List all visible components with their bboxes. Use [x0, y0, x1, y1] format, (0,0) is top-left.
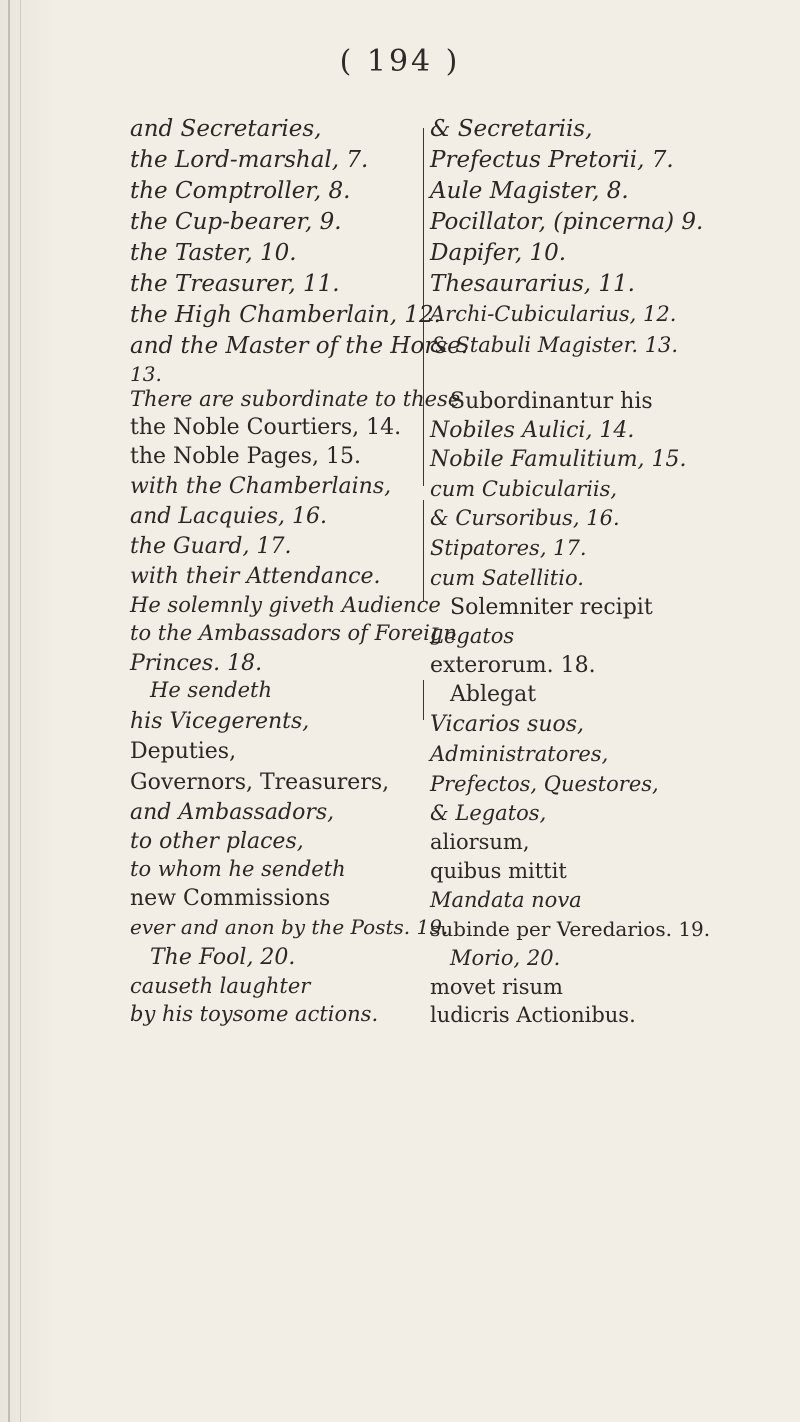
latin-line: Ablegat	[450, 682, 537, 707]
english-line: Governors, Treasurers,	[130, 770, 390, 795]
english-line: He solemnly giveth Audience	[130, 593, 441, 617]
latin-line: Pocillator, (pincerna) 9.	[430, 209, 704, 235]
latin-line: Nobiles Aulici, 14.	[430, 418, 635, 443]
latin-line: exterorum. 18.	[430, 653, 596, 678]
english-line: and Secretaries,	[130, 116, 322, 142]
latin-line: Thesaurarius, 11.	[430, 271, 635, 297]
latin-line: quibus mittit	[430, 859, 567, 883]
english-line: with the Chamberlains,	[130, 474, 392, 499]
page-number: ( 194 )	[339, 44, 461, 79]
latin-line: Morio, 20.	[450, 946, 561, 970]
latin-line: Administratores,	[430, 742, 609, 766]
latin-line: & Secretariis,	[430, 116, 593, 142]
english-line: 13.	[130, 362, 162, 386]
latin-line: & Legatos,	[430, 801, 547, 825]
latin-line: Prefectus Pretorii, 7.	[430, 147, 674, 173]
column-divider-middle	[423, 500, 424, 602]
english-line: the Noble Pages, 15.	[130, 444, 361, 469]
latin-line: cum Satellitio.	[430, 566, 584, 590]
english-line: to other places,	[130, 829, 304, 854]
latin-line: cum Cubiculariis,	[430, 477, 618, 501]
english-line: the High Chamberlain, 12.	[130, 302, 441, 328]
english-line: He sendeth	[150, 678, 272, 702]
english-line: and Lacquies, 16.	[130, 504, 327, 529]
english-line: new Commissions	[130, 886, 331, 911]
latin-line: Aule Magister, 8.	[430, 178, 629, 204]
latin-line: aliorsum,	[430, 830, 530, 854]
latin-line: Legatos	[430, 624, 515, 648]
english-line: by his toysome actions.	[130, 1002, 379, 1026]
english-line: the Taster, 10.	[130, 240, 297, 266]
english-line: to whom he sendeth	[130, 857, 346, 881]
english-line: The Fool, 20.	[150, 945, 296, 970]
english-line: the Noble Courtiers, 14.	[130, 415, 402, 440]
binding-line-inner	[20, 0, 21, 1422]
binding-line	[8, 0, 10, 1422]
latin-line: & Stabuli Magister. 13.	[430, 333, 679, 357]
english-line: the Guard, 17.	[130, 534, 292, 559]
latin-line: & Cursoribus, 16.	[430, 506, 620, 530]
latin-line: subinde per Veredarios. 19.	[430, 917, 711, 941]
latin-line: Stipatores, 17.	[430, 536, 587, 560]
english-line: and Ambassadors,	[130, 800, 335, 825]
latin-line: Archi-Cubicularius, 12.	[430, 302, 677, 326]
english-line: There are subordinate to these	[130, 387, 461, 411]
latin-line: Mandata nova	[430, 888, 582, 912]
english-line: Deputies,	[130, 739, 237, 764]
latin-line: Dapifer, 10.	[430, 240, 567, 266]
latin-line: movet risum	[430, 975, 563, 999]
english-line: ever and anon by the Posts. 19.	[130, 915, 449, 939]
latin-line: Prefectos, Questores,	[430, 772, 659, 796]
latin-line: Solemniter recipit	[450, 595, 653, 620]
latin-line: ludicris Actionibus.	[430, 1003, 636, 1027]
column-divider-lower	[423, 680, 424, 720]
english-line: the Comptroller, 8.	[130, 178, 351, 204]
english-line: the Cup-bearer, 9.	[130, 209, 342, 235]
english-line: the Lord-marshal, 7.	[130, 147, 369, 173]
english-line: to the Ambassadors of Foreign	[130, 621, 457, 645]
english-line: causeth laughter	[130, 974, 311, 998]
english-line: and the Master of the Horse.	[130, 333, 469, 359]
latin-line: Vicarios suos,	[430, 712, 585, 737]
english-line: Princes. 18.	[130, 651, 263, 676]
latin-line: Subordinantur his	[450, 389, 653, 414]
english-line: his Vicegerents,	[130, 709, 310, 734]
latin-line: Nobile Famulitium, 15.	[430, 447, 687, 472]
english-line: the Treasurer, 11.	[130, 271, 340, 297]
english-line: with their Attendance.	[130, 564, 381, 589]
